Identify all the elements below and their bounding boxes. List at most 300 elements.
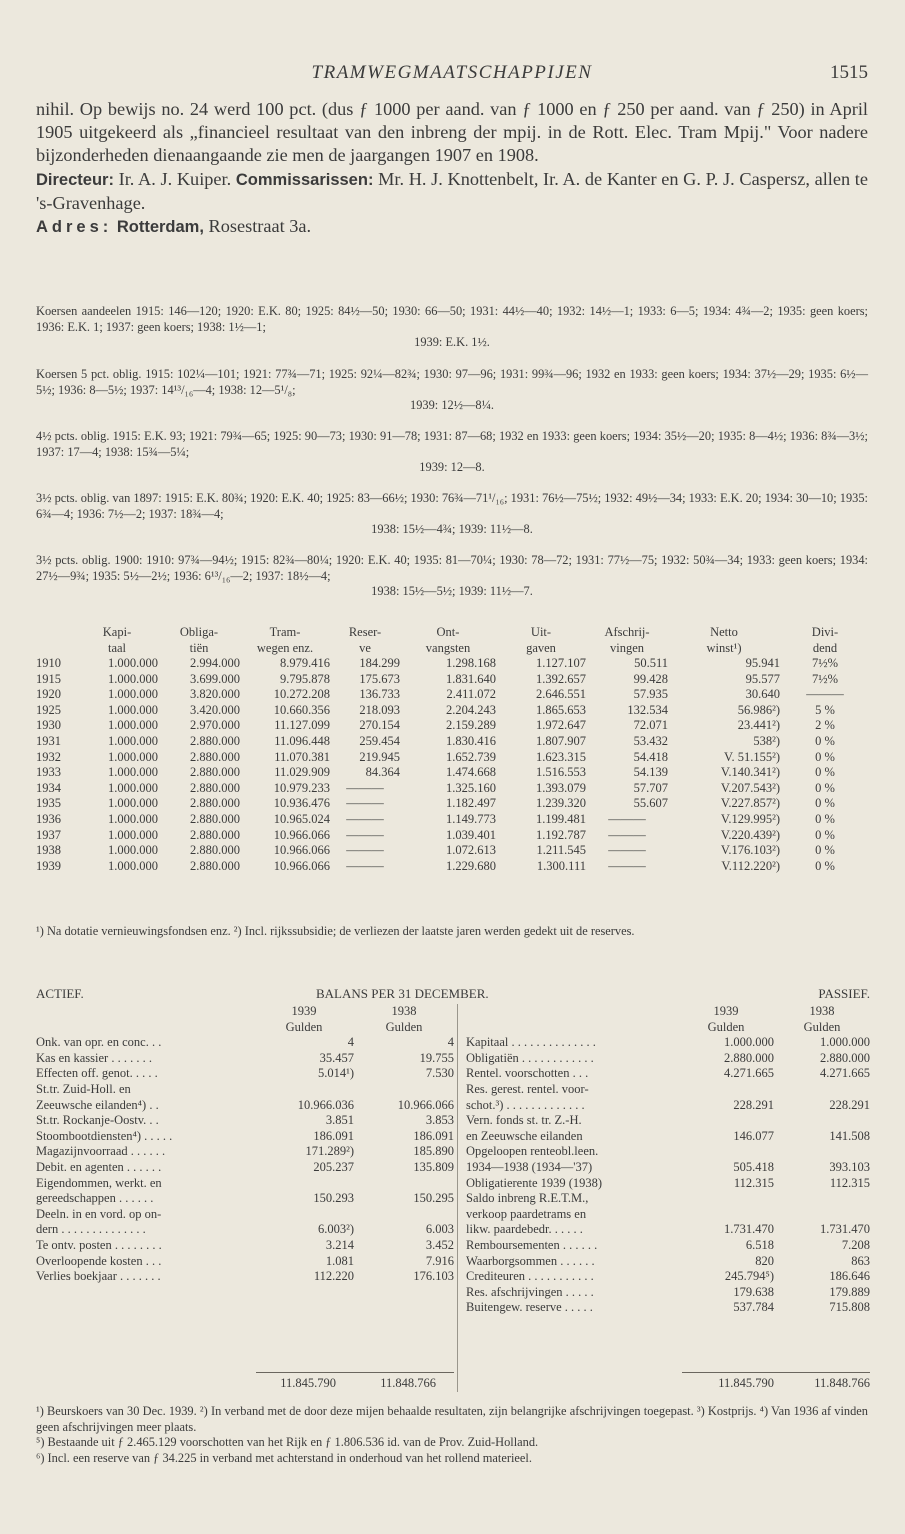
balance-item-label: Kapitaal . . . . . . . . . . . . . .	[466, 1035, 596, 1050]
balance-item-value: 4.271.665	[724, 1066, 774, 1081]
koersen-text-end: 1939: E.K. 1½.	[414, 335, 490, 350]
table-cell: 95.941	[745, 656, 780, 670]
table-cell: 56.986²)	[737, 702, 780, 717]
table-cell: 54.418	[633, 749, 668, 764]
balance-item-label: en Zeeuwsche eilanden	[466, 1128, 583, 1143]
balance-item-label: Crediteuren . . . . . . . . . . .	[466, 1269, 594, 1284]
table-cell: 1925	[36, 702, 61, 717]
balance-item-value	[678, 1144, 774, 1160]
table-cell: 57.707	[633, 780, 668, 795]
koersen-text: Koersen aandeelen 1915: 146—120; 1920: E.K. 80; 1925: 84½—50; 1930: 66—50; 1931: 44½—40; 1932: 14½—1; 1933: 6—5; 1934: 4¾—2; 1935: geen koers; 1936: E.K. 1; 1937: geen koers; 1938: 1½—1;	[36, 304, 868, 334]
table-cell: 2.880.000	[190, 733, 240, 748]
koersen-3half-pct-1900	[36, 553, 868, 600]
balance-item-value	[774, 1191, 870, 1207]
balance-item-label: Te ontv. posten . . . . . . . .	[36, 1237, 162, 1252]
header-cell: Uit-	[530, 625, 552, 639]
table-cell: ———	[608, 827, 646, 842]
balance-item-value	[678, 1113, 774, 1129]
balance-item-value: 6.003	[425, 1222, 454, 1237]
balance-item-value: 4	[447, 1035, 454, 1050]
table-footnote: ¹) Na dotatie vernieuwingsfondsen enz. ²) Incl. rijkssubsidie; de verliezen der laatste jaren werden gedekt uit de reserves.	[36, 924, 635, 938]
balance-item-value: 245.794⁵)	[724, 1269, 774, 1284]
table-cell: 3.820.000	[190, 687, 240, 702]
year-1938: 1938	[391, 1004, 417, 1018]
management-paragraph	[36, 168, 868, 215]
balance-item-value: 179.889	[829, 1284, 870, 1299]
balance-item-value: 150.293	[313, 1191, 354, 1206]
intro-paragraph: nihil. Op bewijs no. 24 werd 100 pct. (dus ƒ 1000 per aand. van ƒ 1000 en ƒ 250 per aand. van ƒ 250) in April 1905 uitgekeerd als „financieel resultaat van den inbreng der mpij. in de Rott. Elec. Tram Mpij." Voor nadere bijzonderheden dienaangaande zie men de jaargangen 1907 en 1908.	[36, 99, 868, 166]
table-cell: 2.994.000	[190, 656, 240, 670]
balance-item-value: 4	[347, 1035, 354, 1050]
balance-item-label: Res. gerest. rentel. voor-	[466, 1081, 589, 1096]
table-cell: 1910	[36, 656, 61, 670]
balance-title: BALANS PER 31 DECEMBER.	[316, 986, 489, 1001]
balance-item-value: 19.755	[419, 1050, 454, 1065]
table-cell: 30.640	[745, 687, 780, 702]
adres-street: Rosestraat 3a.	[208, 216, 312, 237]
table-cell: 10.966.066	[273, 843, 330, 858]
table-cell: ———	[608, 811, 646, 826]
koersen-text-end: 1939: 12½—8¼.	[410, 398, 494, 413]
balance-row	[466, 1300, 870, 1316]
table-cell: 0 %	[815, 827, 835, 842]
balance-item-label: Overloopende kosten . . .	[36, 1253, 162, 1268]
balance-item-value: 4.271.665	[820, 1066, 870, 1081]
balance-item-label: Obligatiën . . . . . . . . . . . .	[466, 1050, 594, 1065]
balance-item-value: 186.091	[313, 1128, 354, 1143]
table-cell: 2.159.289	[446, 718, 496, 733]
table-cell: 1.831.640	[446, 671, 496, 686]
table-row	[36, 843, 870, 859]
balance-item-label: Kas en kassier . . . . . . .	[36, 1050, 152, 1065]
directeur-label: Directeur:	[36, 170, 114, 189]
table-cell: 2.970.000	[190, 718, 240, 733]
balance-item-value	[254, 1082, 354, 1098]
balance-item-label: St.tr. Rockanje-Oostv. . .	[36, 1113, 159, 1128]
balance-item-value: 1.000.000	[820, 1035, 870, 1050]
balance-item-value: 186.646	[829, 1269, 870, 1284]
table-cell: 10.979.233	[273, 780, 330, 795]
balance-row	[466, 1285, 870, 1301]
balance-item-value: 176.103	[413, 1269, 454, 1284]
balance-row	[466, 1238, 870, 1254]
table-cell: ———	[346, 843, 384, 858]
balance-item-label: Rentel. voorschotten . . .	[466, 1066, 589, 1081]
balance-item-value: 228.291	[829, 1097, 870, 1112]
table-row	[36, 703, 870, 719]
koersen-text: 3½ pcts. oblig. 1900: 1910: 97¾—94½; 1915: 82¾—80¼; 1920: E.K. 40; 1935: 81—70¼; 1930: 78—72; 1931: 77½—75; 1932: 50¾—34; 1933: geen koers; 1934: 27½—9¾; 1935: 5½—2½; 1936: 6¹³/₁₆—2; 1937: 18½—4;	[36, 553, 868, 583]
balance-row	[466, 1160, 870, 1176]
balance-item-value: 185.890	[413, 1144, 454, 1159]
table-cell: 1.972.647	[536, 718, 586, 733]
table-cell: 136.733	[359, 687, 400, 702]
koersen-text: Koersen 5 pct. oblig. 1915: 102¼—101; 1921: 77¾—71; 1925: 92¼—82¾; 1930: 97—96; 1931: 99¾—96; 1932 en 1933: geen koers; 1934: 37½—29; 1935: 6½—5½; 1936: 8—5½; 1937: 14¹³/₁₆—4; 1938: 12—5¹/₈;	[36, 367, 868, 397]
koersen-3half-pct-1897	[36, 491, 868, 538]
balance-row	[36, 1098, 454, 1114]
balance-item-label: Onk. van opr. en conc. . .	[36, 1035, 162, 1050]
table-cell: 1.474.668	[446, 765, 496, 780]
balance-footnote: ¹) Beurskoers van 30 Dec. 1939. ²) In verband met de door deze mijen behaalde resultaten, zijn belangrijke afschrijvingen toegepast. ³) Kostprijs. ⁴) Van 1936 af vinden geen afschrijvingen meer plaats.	[36, 1404, 868, 1434]
table-row	[36, 687, 870, 703]
table-cell: 1.192.787	[536, 827, 586, 842]
table-cell: 1.300.111	[536, 858, 586, 873]
table-row	[36, 781, 870, 797]
adres-label: Adres:	[36, 218, 113, 237]
table-cell: 99.428	[633, 671, 668, 686]
running-title: TRAMWEGMAATSCHAPPIJEN	[311, 62, 593, 83]
table-cell: 2.880.000	[190, 765, 240, 780]
table-cell: V.140.341²)	[720, 765, 780, 780]
table-cell: 1934	[36, 780, 61, 795]
header-cell: wegen enz.	[256, 641, 314, 655]
balance-item-value: 10.966.066	[397, 1097, 454, 1112]
balance-item-value: 2.880.000	[820, 1050, 870, 1065]
passief-body	[466, 1035, 870, 1316]
actief-total-1939: 11.845.790	[280, 1376, 336, 1390]
header-cell: Tram-	[269, 625, 301, 639]
balance-item-value: 35.457	[319, 1050, 354, 1065]
actief-unit-row	[36, 1020, 454, 1036]
balance-row	[466, 1176, 870, 1192]
table-cell: 1.199.481	[536, 811, 586, 826]
balance-item-value: 146.077	[733, 1128, 774, 1143]
passief-total-1939: 11.845.790	[718, 1376, 774, 1390]
table-cell: 1.000.000	[108, 796, 158, 811]
koersen-text-end: 1939: 12—8.	[419, 460, 485, 475]
actief-body	[36, 1035, 454, 1285]
table-cell: 95.577	[745, 671, 780, 686]
table-cell: 1930	[36, 718, 61, 733]
balance-item-value: 112.220	[313, 1269, 354, 1284]
koersen-4half-pct	[36, 429, 868, 476]
table-cell: 0 %	[815, 780, 835, 795]
table-cell: 2.646.551	[536, 687, 586, 702]
balance-row	[466, 1098, 870, 1114]
table-cell: 10.965.024	[273, 811, 330, 826]
table-row	[36, 765, 870, 781]
balance-row	[36, 1066, 454, 1082]
balance-item-label: dern . . . . . . . . . . . . . .	[36, 1222, 146, 1237]
header-cell: dend	[812, 641, 838, 655]
table-cell: 3.420.000	[190, 702, 240, 717]
commissarissen-label: Commissarissen:	[235, 170, 374, 189]
balance-item-value: 112.315	[733, 1175, 774, 1190]
balance-row	[466, 1144, 870, 1160]
table-cell: 1.623.315	[536, 749, 586, 764]
actief-column	[36, 1004, 454, 1285]
balance-item-value: 863	[851, 1253, 870, 1268]
header-cell: Netto	[710, 625, 738, 639]
table-cell: 0 %	[815, 749, 835, 764]
balance-item-value: 1.081	[325, 1253, 354, 1268]
unit-gulden: Gulden	[385, 1019, 423, 1034]
header-cell: Reser-	[348, 625, 382, 639]
table-cell: 1935	[36, 796, 61, 811]
header-cell	[36, 640, 76, 656]
table-cell: 3.699.000	[190, 671, 240, 686]
table-cell: 1.000.000	[108, 656, 158, 670]
table-row	[36, 812, 870, 828]
table-cell: 175.673	[359, 671, 400, 686]
table-cell: 1.039.401	[446, 827, 496, 842]
header-cell	[36, 624, 76, 640]
financial-table	[36, 624, 870, 874]
table-cell: 1.652.739	[446, 749, 496, 764]
table-cell: 1.000.000	[108, 843, 158, 858]
passief-table	[466, 1004, 870, 1316]
table-cell: ———	[346, 858, 384, 873]
actief-label: ACTIEF.	[36, 986, 84, 1001]
table-cell: V.112.220²)	[721, 858, 780, 873]
table-cell: 1.000.000	[108, 687, 158, 702]
table-cell: 219.945	[359, 749, 400, 764]
table-cell: 7½%	[811, 656, 839, 670]
table-cell: 0 %	[815, 733, 835, 748]
table-cell: 1.000.000	[108, 733, 158, 748]
actief-total-1938: 11.848.766	[380, 1376, 436, 1390]
address-paragraph	[36, 215, 868, 239]
balance-item-value: 135.809	[413, 1159, 454, 1174]
balance-item-value	[678, 1207, 774, 1223]
balance-item-label: Res. afschrijvingen . . . . .	[466, 1284, 594, 1299]
balance-footnotes	[36, 1404, 868, 1466]
header-cell: Divi-	[811, 625, 839, 639]
balance-item-value	[678, 1191, 774, 1207]
table-header-row-2	[36, 640, 870, 656]
balance-item-value: 150.295	[413, 1191, 454, 1206]
year-1938: 1938	[809, 1004, 835, 1018]
passief-year-row	[466, 1004, 870, 1020]
unit-gulden: Gulden	[285, 1019, 323, 1034]
balance-item-value: 5.014¹)	[317, 1066, 354, 1081]
table-cell: 1936	[36, 811, 61, 826]
table-cell: 132.534	[627, 702, 668, 717]
table-cell: 1915	[36, 671, 61, 686]
balance-item-value: 7.916	[425, 1253, 454, 1268]
balance-row	[36, 1207, 454, 1223]
balance-item-label: Buitengew. reserve . . . . .	[466, 1300, 593, 1315]
balance-item-value	[774, 1082, 870, 1098]
balance-item-value: 186.091	[413, 1128, 454, 1143]
table-row	[36, 734, 870, 750]
balance-item-value: 112.315	[829, 1175, 870, 1190]
balance-item-label: gereedschappen . . . . . .	[36, 1191, 154, 1206]
balance-item-value	[354, 1082, 454, 1098]
table-cell: ———	[346, 780, 384, 795]
balance-row	[36, 1269, 454, 1285]
table-cell: 1.000.000	[108, 811, 158, 826]
balance-item-value	[354, 1176, 454, 1192]
table-cell: 7½%	[811, 671, 839, 686]
table-cell: 1.830.416	[446, 733, 496, 748]
table-cell: 11.096.448	[274, 733, 330, 748]
table-cell: 1937	[36, 827, 61, 842]
balance-item-value: 1.000.000	[724, 1035, 774, 1050]
table-row	[36, 859, 870, 875]
table-header-row-1	[36, 624, 870, 640]
table-row	[36, 828, 870, 844]
table-cell: 1.000.000	[108, 827, 158, 842]
table-cell: 1933	[36, 765, 61, 780]
balance-row	[36, 1176, 454, 1192]
header-cell: Afschrij-	[604, 625, 650, 639]
table-cell: 2.880.000	[190, 858, 240, 873]
actief-total-rule	[256, 1372, 454, 1373]
table-cell: 23.441²)	[737, 718, 780, 733]
balance-item-value: 6.518	[745, 1237, 774, 1252]
table-cell: 2.880.000	[190, 796, 240, 811]
intro-text	[36, 98, 868, 239]
commissarissen-names: Mr. H. J. Knottenbelt, Ir. A. de Kanter en G. P. J. Caspersz, allen te 's-Gravenhage.	[36, 168, 869, 213]
koersen-text: 3½ pcts. oblig. van 1897: 1915: E.K. 80¾; 1920: E.K. 40; 1925: 83—66½; 1930: 76¾—71¹/₁₆; 1931: 76½—75½; 1932: 49½—34; 1933: E.K. 20; 1934: 30—10; 1935: 6¾—4; 1936: 7½—2; 1937: 18¾—4;	[36, 491, 868, 521]
header-cell: winst¹)	[706, 641, 742, 655]
balance-item-value: 179.638	[733, 1284, 774, 1299]
table-cell: 10.966.066	[273, 827, 330, 842]
table-cell: 1931	[36, 733, 61, 748]
table-cell: ———	[346, 827, 384, 842]
koersen-text-end: 1938: 15½—4¾; 1939: 11½—8.	[371, 522, 533, 537]
table-cell: ———	[346, 811, 384, 826]
header-cell: ve	[359, 641, 371, 655]
balance-row	[466, 1191, 870, 1207]
table-cell: 10.966.066	[273, 858, 330, 873]
table-cell: V.176.103²)	[720, 843, 780, 858]
balance-item-value: 2.880.000	[724, 1050, 774, 1065]
balance-item-value	[354, 1207, 454, 1223]
table-cell: 538²)	[753, 733, 780, 748]
balance-item-value: 10.966.036	[297, 1097, 354, 1112]
balance-item-value: 205.237	[313, 1159, 354, 1174]
balance-item-label: Magazijnvoorraad . . . . . .	[36, 1144, 166, 1159]
table-cell: 11.070.381	[274, 749, 330, 764]
table-cell: ———	[608, 843, 646, 858]
table-cell: 2.880.000	[190, 749, 240, 764]
balance-item-value	[254, 1176, 354, 1192]
balance-item-value: 537.784	[733, 1300, 774, 1315]
table-cell: 1.298.168	[446, 656, 496, 670]
balance-row	[36, 1082, 454, 1098]
balance-item-label: Eigendommen, werkt. en	[36, 1175, 162, 1190]
balance-footnote: ⁶) Incl. een reserve van ƒ 34.225 in verband met achterstand in onderhoud van het rollend materieel.	[36, 1450, 532, 1465]
table-cell: 218.093	[359, 702, 400, 717]
balance-row	[466, 1066, 870, 1082]
table-cell: 10.936.476	[273, 796, 330, 811]
balance-row	[466, 1035, 870, 1051]
table-row	[36, 796, 870, 812]
running-header	[36, 62, 868, 88]
balance-footnote: ⁵) Bestaande uit ƒ 2.465.129 voorschotten van het Rijk en ƒ 1.806.536 id. van de Prov. Zuid-Holland.	[36, 1435, 539, 1450]
balance-row	[466, 1269, 870, 1285]
table-cell: 1.325.160	[446, 780, 496, 795]
table-cell: 8.979.416	[280, 656, 330, 670]
balance-row	[36, 1113, 454, 1129]
table-cell: 1.516.553	[536, 765, 586, 780]
balance-row	[36, 1191, 454, 1207]
table-cell: 0 %	[815, 796, 835, 811]
balance-row	[36, 1051, 454, 1067]
actief-table	[36, 1004, 454, 1285]
balance-item-value: 7.208	[841, 1237, 870, 1252]
balance-item-value: 228.291	[733, 1097, 774, 1112]
balance-row	[36, 1129, 454, 1145]
balance-item-label: Saldo inbreng R.E.T.M.,	[466, 1191, 589, 1206]
passief-column	[466, 1004, 870, 1316]
financial-table-body	[36, 656, 870, 874]
table-cell: 10.272.208	[273, 687, 330, 702]
table-cell: V.129.995²)	[720, 811, 780, 826]
balance-item-label: verkoop paardetrams en	[466, 1206, 587, 1221]
balance-item-value: 7.530	[425, 1066, 454, 1081]
table-cell: 1.865.653	[536, 702, 586, 717]
balance-item-label: Verlies boekjaar . . . . . . .	[36, 1269, 161, 1284]
table-cell: 9.795.878	[280, 671, 330, 686]
table-cell: 1.807.907	[536, 733, 586, 748]
passief-label: PASSIEF.	[818, 986, 870, 1001]
header-cell: Ont-	[436, 625, 460, 639]
table-footnotes	[36, 924, 868, 940]
table-cell: 72.071	[633, 718, 668, 733]
header-cell: taal	[107, 641, 127, 655]
table-cell: 2.880.000	[190, 811, 240, 826]
table-cell: 55.607	[633, 796, 668, 811]
year-1939: 1939	[713, 1004, 739, 1018]
table-cell: 1920	[36, 687, 61, 702]
balance-item-value: 3.214	[325, 1237, 354, 1252]
unit-gulden: Gulden	[803, 1019, 841, 1034]
balance-item-value	[254, 1207, 354, 1223]
balance-row	[466, 1254, 870, 1270]
table-cell: 50.511	[634, 656, 668, 670]
table-cell: ———	[806, 687, 844, 702]
table-cell: 0 %	[815, 858, 835, 873]
balance-item-label: Remboursementen . . . . . .	[466, 1237, 598, 1252]
balance-item-label: Debit. en agenten . . . . . .	[36, 1159, 162, 1174]
balance-item-value: 820	[755, 1253, 774, 1268]
header-cell: tiën	[189, 641, 209, 655]
table-cell: ———	[608, 858, 646, 873]
year-1939: 1939	[291, 1004, 317, 1018]
adres-city: Rotterdam,	[116, 218, 204, 237]
table-cell: 1.000.000	[108, 671, 158, 686]
directeur-name: Ir. A. J. Kuiper.	[118, 168, 232, 189]
balance-item-value	[774, 1144, 870, 1160]
balance-row	[36, 1238, 454, 1254]
table-cell: 53.432	[633, 733, 668, 748]
balance-item-value: 3.853	[425, 1113, 454, 1128]
koersen-aandeelen	[36, 304, 868, 351]
table-cell: 2.204.243	[446, 702, 496, 717]
balance-item-label: Waarborgsommen . . . . . .	[466, 1253, 595, 1268]
balance-item-label: likw. paardebedr. . . . . .	[466, 1222, 583, 1237]
koersen-text-end: 1938: 15½—5½; 1939: 11½—7.	[371, 584, 533, 599]
passief-unit-row	[466, 1020, 870, 1036]
table-cell: 1.000.000	[108, 780, 158, 795]
balance-row	[36, 1144, 454, 1160]
balance-item-label: Deeln. in en vord. op on-	[36, 1206, 162, 1221]
table-cell: 11.029.909	[274, 765, 330, 780]
header-cell: Obliga-	[179, 625, 219, 639]
balance-item-label: Opgeloopen renteobl.leen.	[466, 1144, 599, 1159]
table-cell: 2.411.072	[446, 687, 496, 702]
balance-item-label: schot.³) . . . . . . . . . . . . .	[466, 1097, 585, 1112]
balance-item-value: 6.003²)	[317, 1222, 354, 1237]
table-cell: 1.000.000	[108, 749, 158, 764]
koersen-5pct	[36, 367, 868, 414]
table-cell: 5 %	[815, 702, 835, 717]
table-cell: 2 %	[815, 718, 835, 733]
table-cell: V. 51.155²)	[724, 749, 780, 764]
koersen-text: 4½ pcts. oblig. 1915: E.K. 93; 1921: 79¾—65; 1925: 90—73; 1930: 91—78; 1931: 87—68; 1932 en 1933: geen koers; 1934: 35½—20; 1935: 8—4½; 1936: 8¾—3½; 1937: 17—4; 1938: 15¾—5¼;	[36, 429, 868, 459]
